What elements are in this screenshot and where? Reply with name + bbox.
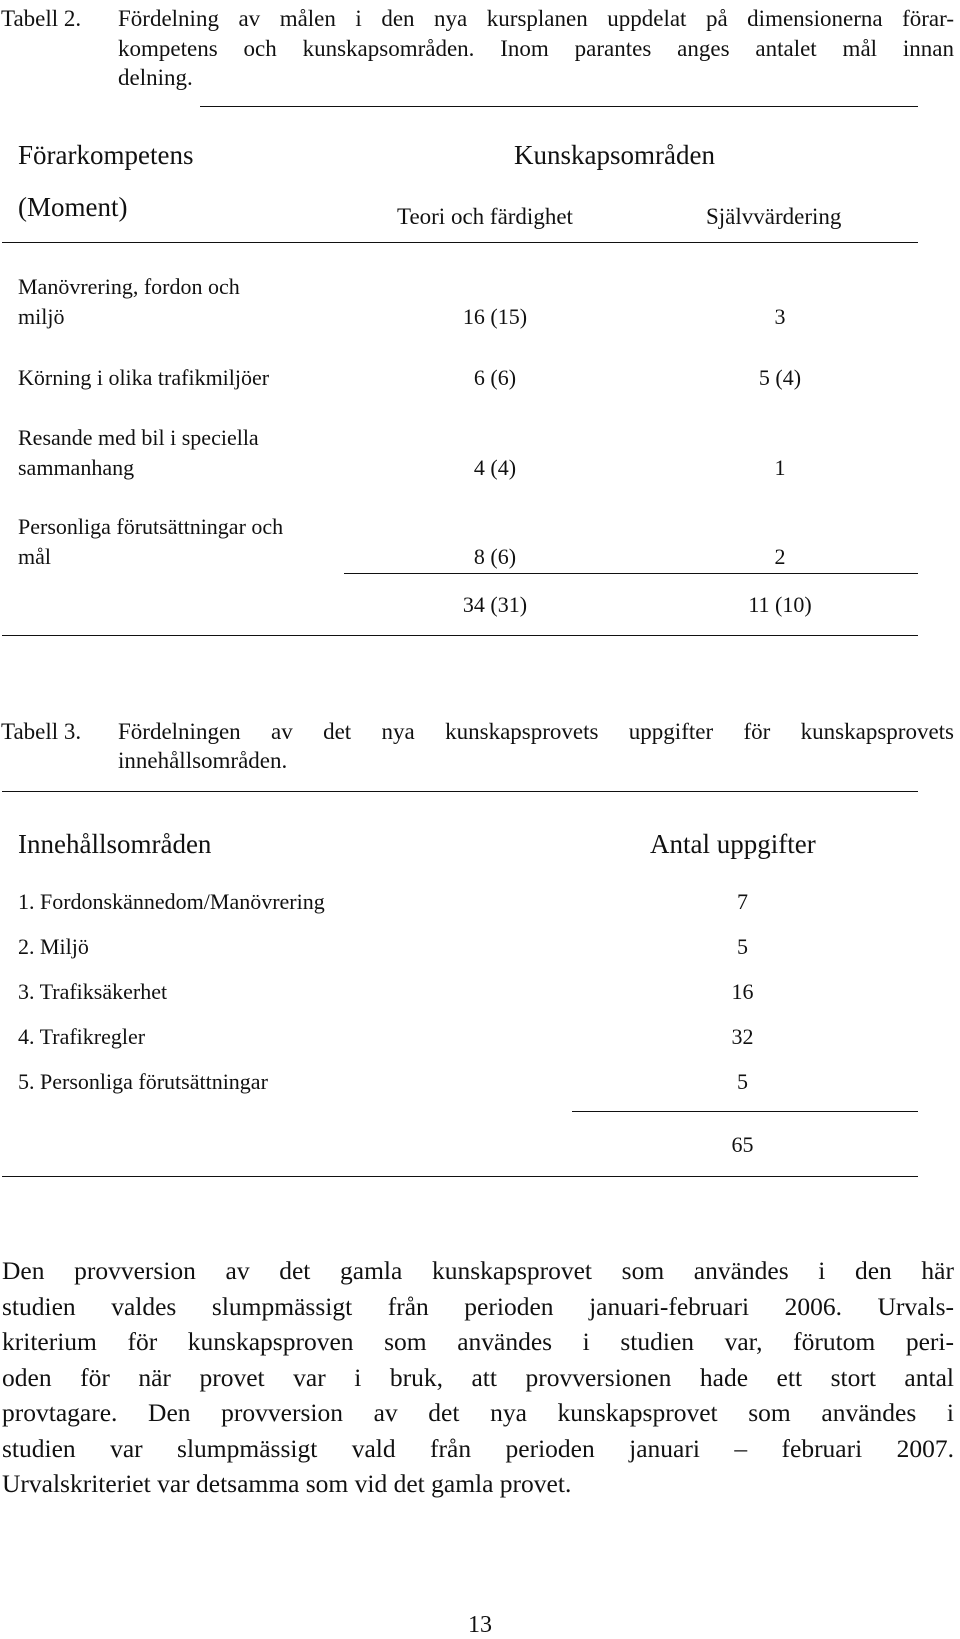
paragraph-line: Den provversion av det gamla kunskapsprovet som användes i den här [2,1256,954,1285]
table2-caption-line: Fördelning av målen i den nya kursplanen uppdelat på dimensionerna förar- [118,6,954,31]
paragraph-line: kriterium för kunskapsproven som användes i studien var, förutom peri- [2,1327,954,1356]
row-label: Resande med bil i speciella [18,425,259,450]
paragraph-line: Urvalskriteriet var detsamma som vid det gamla provet. [2,1469,572,1498]
row-label: 2. Miljö [18,934,89,959]
teori-value: 4 (4) [473,455,517,480]
sjalv-value: 5 (4) [758,365,802,390]
sjalv-total: 11 (10) [748,592,812,617]
sjalv-value: 2 [774,544,786,569]
paragraph-line: provtagare. Den provversion av det nya kunskapsprovet som användes i [2,1398,954,1427]
table3-caption-line: innehållsområden. [118,748,288,773]
table3-caption-line: Fördelningen av det nya kunskapsprovets uppgifter för kunskapsprovets [118,719,954,744]
table2-header-col3: Självvärdering [706,204,842,229]
row-label: Manövrering, fordon och [18,274,240,299]
row-value: 32 [731,1024,754,1049]
table-rule [2,635,918,636]
table2-caption-line: kompetens och kunskapsområden. Inom parantes anges antalet mål innan [118,36,954,61]
table-rule [200,106,918,107]
table2-header-group: Kunskapsområden [514,140,715,170]
paragraph-line: studien var slumpmässigt vald från perioden januari – februari 2007. [2,1433,954,1463]
row-label: Personliga förutsättningar och [18,514,284,539]
row-value: 7 [737,889,748,914]
row-value: 5 [737,1069,748,1094]
table2-header-col1-sub: (Moment) [18,192,128,222]
table3-header-col2: Antal uppgifter [650,829,816,859]
row-label: 5. Personliga förutsättningar [18,1069,268,1094]
row-label: 1. Fordonskännedom/Manövrering [18,889,325,914]
sjalv-value: 1 [774,455,786,480]
table-rule [572,1111,918,1112]
table-rule [2,1176,918,1177]
row-label: miljö [18,304,65,329]
table2-caption-line: delning. [118,65,193,90]
paragraph-line: studien valdes slumpmässigt från perioden januari-februari 2006. Urvals- [2,1291,954,1321]
row-label: Körning i olika trafikmiljöer [18,365,270,390]
row-value: 16 [731,979,754,1004]
sjalv-value: 3 [774,304,786,329]
row-label: mål [18,544,51,569]
table2-header-col2: Teori och färdighet [397,204,573,229]
table2-header-col1: Förarkompetens [18,140,194,170]
table3-total: 65 [731,1132,754,1157]
table-rule [2,242,918,243]
table-rule [2,791,918,792]
table-rule [344,573,918,574]
row-label: 4. Trafikregler [18,1024,146,1049]
table3-header-col1: Innehållsområden [18,829,212,859]
table3-caption-label: Tabell 3. [1,719,82,744]
row-value: 5 [737,934,748,959]
row-label: sammanhang [18,455,135,480]
row-label: 3. Trafiksäkerhet [18,979,168,1004]
teori-value: 6 (6) [473,365,517,390]
page-number: 13 [468,1612,492,1638]
teori-total: 34 (31) [462,592,528,617]
teori-value: 8 (6) [473,544,517,569]
body-paragraph [2,1253,954,1502]
paragraph-line: oden för när provet var i bruk, att provversionen hade ett stort antal [2,1362,954,1392]
teori-value: 16 (15) [462,304,528,329]
table2-caption-label: Tabell 2. [1,6,82,31]
